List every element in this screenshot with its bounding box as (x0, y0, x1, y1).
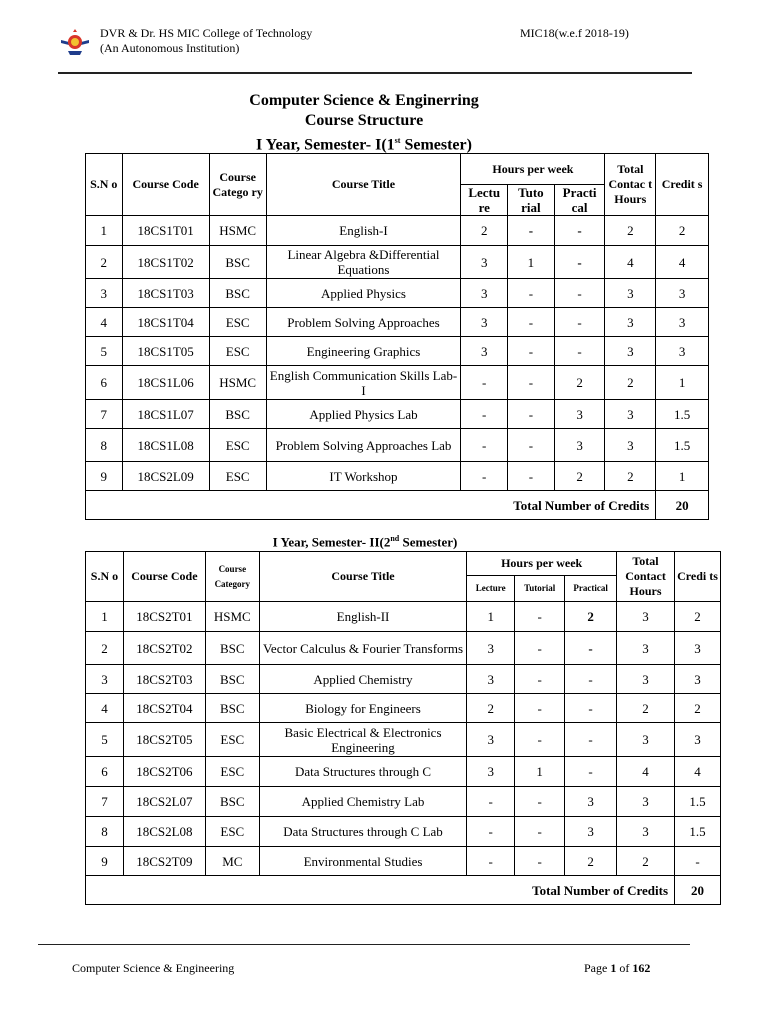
table-row (86, 462, 709, 491)
table-row (86, 308, 709, 337)
cell-c: 3 (605, 400, 656, 429)
cell-c: 3 (605, 337, 656, 366)
document-titles (0, 91, 728, 155)
col-credits: Credit s (656, 154, 709, 216)
col-credits: Credi ts (675, 552, 721, 602)
cell-code: 18CS2L07 (123, 787, 205, 817)
cell-c: 2 (605, 366, 656, 400)
cell-sno: 4 (86, 694, 124, 723)
institution-line2: (An Autonomous Institution) (100, 41, 240, 55)
page-of: of (616, 961, 633, 975)
col-sno: S.N o (86, 552, 124, 602)
cell-cr: 1.5 (675, 817, 721, 847)
cell-t: - (508, 308, 555, 337)
sem1-title-suffix: Semester) (400, 136, 472, 154)
cell-p: - (565, 665, 617, 694)
sem1-title-sup: st (394, 136, 401, 145)
cell-cat: ESC (205, 817, 259, 847)
cell-t: - (508, 429, 555, 462)
cell-cat: HSMC (209, 216, 266, 246)
institution-name (100, 26, 312, 56)
cell-l: 2 (467, 694, 515, 723)
col-title: Course Title (259, 552, 466, 602)
cell-cat: ESC (205, 757, 259, 787)
cell-p: 3 (554, 429, 605, 462)
cell-code: 18CS2T03 (123, 665, 205, 694)
cell-l: - (461, 400, 508, 429)
cell-title: Engineering Graphics (266, 337, 461, 366)
cell-cat: BSC (205, 632, 259, 665)
col-code: Course Code (122, 154, 209, 216)
cell-t: - (508, 366, 555, 400)
col-practical: Practical (565, 576, 617, 602)
table-row (86, 694, 721, 723)
table-row (86, 665, 721, 694)
col-lecture: Lectu re (461, 185, 508, 216)
cell-title: Problem Solving Approaches (266, 308, 461, 337)
table-row (86, 279, 709, 308)
page-prefix: Page (584, 961, 611, 975)
col-title: Course Title (266, 154, 461, 216)
cell-t: - (515, 817, 565, 847)
cell-sno: 9 (86, 847, 124, 876)
cell-title: Basic Electrical & Electronics Engineering (259, 723, 466, 757)
cell-p: 2 (554, 366, 605, 400)
cell-l: 1 (467, 602, 515, 632)
cell-title: Applied Physics Lab (266, 400, 461, 429)
cell-code: 18CS1T03 (122, 279, 209, 308)
cell-t: - (508, 337, 555, 366)
cell-l: 2 (461, 216, 508, 246)
cell-cat: BSC (205, 665, 259, 694)
cell-c: 3 (617, 632, 675, 665)
cell-l: 3 (467, 723, 515, 757)
cell-title: Applied Chemistry (259, 665, 466, 694)
cell-code: 18CS1L07 (122, 400, 209, 429)
cell-p: - (554, 308, 605, 337)
sem2-title-prefix: I Year, Semester- II(2 (272, 534, 391, 550)
cell-t: - (515, 632, 565, 665)
cell-code: 18CS2T04 (123, 694, 205, 723)
cell-cr: 3 (675, 665, 721, 694)
cell-t: - (508, 400, 555, 429)
cell-code: 18CS2T02 (123, 632, 205, 665)
table-row (86, 817, 721, 847)
cell-sno: 4 (86, 308, 123, 337)
cell-code: 18CS2T06 (123, 757, 205, 787)
cell-l: - (467, 847, 515, 876)
sem2-total-value: 20 (675, 876, 721, 905)
cell-title: Linear Algebra &Differential Equations (266, 246, 461, 279)
cell-p: - (565, 723, 617, 757)
cell-sno: 8 (86, 817, 124, 847)
regulation-code: MIC18(w.e.f 2018-19) (520, 26, 629, 40)
cell-l: - (461, 429, 508, 462)
cell-title: English-II (259, 602, 466, 632)
table-row (86, 632, 721, 665)
cell-code: 18CS1T05 (122, 337, 209, 366)
cell-c: 3 (617, 817, 675, 847)
structure-title: Course Structure (304, 112, 424, 129)
table-row (86, 337, 709, 366)
cell-cat: ESC (205, 723, 259, 757)
col-contact: Total Contact Hours (617, 552, 675, 602)
college-logo-icon (60, 28, 90, 58)
table-row (86, 400, 709, 429)
cell-l: - (461, 462, 508, 491)
semester1-table (85, 153, 709, 520)
cell-p: 2 (554, 462, 605, 491)
page-current: 1 (610, 961, 617, 975)
footer-divider (38, 944, 690, 945)
department-title: Computer Science & Enginerring (249, 92, 479, 109)
cell-code: 18CS2L08 (123, 817, 205, 847)
cell-cr: - (675, 847, 721, 876)
cell-code: 18CS2L09 (122, 462, 209, 491)
cell-p: - (565, 632, 617, 665)
cell-title: English-I (266, 216, 461, 246)
cell-title: Applied Chemistry Lab (259, 787, 466, 817)
cell-cr: 1.5 (656, 400, 709, 429)
cell-cr: 3 (675, 632, 721, 665)
cell-sno: 3 (86, 665, 124, 694)
cell-sno: 6 (86, 757, 124, 787)
cell-sno: 2 (86, 632, 124, 665)
table-row (86, 602, 721, 632)
cell-cr: 2 (675, 694, 721, 723)
cell-cat: BSC (205, 787, 259, 817)
cell-code: 18CS1T04 (122, 308, 209, 337)
cell-sno: 7 (86, 787, 124, 817)
cell-p: - (554, 279, 605, 308)
cell-t: - (508, 279, 555, 308)
cell-t: 1 (515, 757, 565, 787)
cell-p: - (565, 694, 617, 723)
cell-cr: 3 (675, 723, 721, 757)
cell-cat: ESC (209, 337, 266, 366)
table-row (86, 366, 709, 400)
cell-cat: MC (205, 847, 259, 876)
cell-c: 2 (605, 216, 656, 246)
footer-page-number (584, 961, 650, 976)
cell-cr: 1.5 (675, 787, 721, 817)
cell-cr: 3 (656, 279, 709, 308)
cell-cat: BSC (205, 694, 259, 723)
cell-cat: ESC (209, 429, 266, 462)
page-header (60, 26, 700, 66)
sem2-total-label: Total Number of Credits (86, 876, 675, 905)
cell-sno: 1 (86, 216, 123, 246)
cell-cr: 1.5 (656, 429, 709, 462)
cell-cat: HSMC (205, 602, 259, 632)
header-divider (58, 72, 692, 74)
sem2-title-suffix: Semester) (399, 534, 458, 550)
cell-c: 2 (617, 847, 675, 876)
cell-sno: 5 (86, 723, 124, 757)
semester2-title (0, 534, 730, 550)
cell-sno: 3 (86, 279, 123, 308)
cell-cr: 4 (656, 246, 709, 279)
col-sno: S.N o (86, 154, 123, 216)
cell-cat: HSMC (209, 366, 266, 400)
cell-t: - (515, 787, 565, 817)
cell-p: - (554, 216, 605, 246)
cell-c: 3 (617, 787, 675, 817)
cell-c: 2 (617, 694, 675, 723)
cell-t: - (515, 665, 565, 694)
table-row (86, 847, 721, 876)
sem2-title-sup: nd (390, 534, 400, 543)
cell-p: 2 (565, 602, 617, 632)
cell-sno: 1 (86, 602, 124, 632)
table-row (86, 216, 709, 246)
cell-cat: BSC (209, 279, 266, 308)
cell-cr: 1 (656, 462, 709, 491)
cell-cat: BSC (209, 246, 266, 279)
cell-l: - (461, 366, 508, 400)
cell-title: English Communication Skills Lab-I (266, 366, 461, 400)
cell-sno: 7 (86, 400, 123, 429)
cell-c: 4 (605, 246, 656, 279)
cell-cr: 3 (656, 308, 709, 337)
cell-code: 18CS2T05 (123, 723, 205, 757)
col-category: Course Category (205, 552, 259, 602)
col-code: Course Code (123, 552, 205, 602)
cell-l: 3 (467, 665, 515, 694)
cell-l: - (467, 817, 515, 847)
col-contact: Total Contac t Hours (605, 154, 656, 216)
cell-l: 3 (461, 308, 508, 337)
cell-t: - (508, 216, 555, 246)
cell-c: 3 (605, 279, 656, 308)
cell-t: - (515, 723, 565, 757)
cell-sno: 8 (86, 429, 123, 462)
cell-cat: ESC (209, 308, 266, 337)
cell-p: 3 (565, 787, 617, 817)
cell-l: 3 (461, 246, 508, 279)
cell-l: 3 (461, 337, 508, 366)
table-row (86, 787, 721, 817)
cell-title: Biology for Engineers (259, 694, 466, 723)
semester2-table (85, 551, 721, 905)
cell-title: Problem Solving Approaches Lab (266, 429, 461, 462)
cell-t: - (508, 462, 555, 491)
cell-cr: 1 (656, 366, 709, 400)
cell-cat: BSC (209, 400, 266, 429)
cell-cr: 3 (656, 337, 709, 366)
cell-c: 4 (617, 757, 675, 787)
sem1-total-value: 20 (656, 491, 709, 520)
col-lecture: Lecture (467, 576, 515, 602)
cell-p: - (565, 757, 617, 787)
cell-p: - (554, 337, 605, 366)
cell-sno: 9 (86, 462, 123, 491)
cell-sno: 6 (86, 366, 123, 400)
cell-l: 3 (467, 632, 515, 665)
cell-c: 3 (617, 723, 675, 757)
cell-title: Data Structures through C (259, 757, 466, 787)
cell-t: - (515, 694, 565, 723)
semester1-body (86, 216, 709, 491)
cell-l: 3 (467, 757, 515, 787)
table-row (86, 429, 709, 462)
cell-title: IT Workshop (266, 462, 461, 491)
cell-p: 3 (554, 400, 605, 429)
cell-c: 3 (605, 308, 656, 337)
table-row (86, 246, 709, 279)
cell-cr: 2 (656, 216, 709, 246)
semester2-body (86, 602, 721, 876)
sem1-title-prefix: I Year, Semester- I(1 (256, 136, 395, 154)
cell-c: 3 (605, 429, 656, 462)
table-row (86, 757, 721, 787)
cell-c: 3 (617, 602, 675, 632)
col-category: Course Catego ry (209, 154, 266, 216)
table-row (86, 723, 721, 757)
cell-cat: ESC (209, 462, 266, 491)
footer-department: Computer Science & Engineering (72, 961, 235, 975)
semester1-title (0, 131, 728, 155)
cell-c: 2 (605, 462, 656, 491)
page-total: 162 (632, 961, 651, 975)
cell-l: - (467, 787, 515, 817)
cell-sno: 5 (86, 337, 123, 366)
cell-p: - (554, 246, 605, 279)
cell-c: 3 (617, 665, 675, 694)
cell-code: 18CS2T01 (123, 602, 205, 632)
col-tutorial: Tutorial (515, 576, 565, 602)
cell-title: Vector Calculus & Fourier Transforms (259, 632, 466, 665)
cell-p: 2 (565, 847, 617, 876)
col-hours-group: Hours per week (467, 552, 617, 576)
cell-t: 1 (508, 246, 555, 279)
cell-code: 18CS1T02 (122, 246, 209, 279)
cell-p: 3 (565, 817, 617, 847)
cell-t: - (515, 847, 565, 876)
col-practical: Practi cal (554, 185, 605, 216)
cell-cr: 4 (675, 757, 721, 787)
sem1-total-label: Total Number of Credits (86, 491, 656, 520)
cell-title: Data Structures through C Lab (259, 817, 466, 847)
col-hours-group: Hours per week (461, 154, 605, 185)
cell-sno: 2 (86, 246, 123, 279)
cell-title: Applied Physics (266, 279, 461, 308)
cell-l: 3 (461, 279, 508, 308)
col-tutorial: Tuto rial (508, 185, 555, 216)
cell-code: 18CS1L06 (122, 366, 209, 400)
cell-code: 18CS1T01 (122, 216, 209, 246)
cell-code: 18CS1L08 (122, 429, 209, 462)
cell-code: 18CS2T09 (123, 847, 205, 876)
cell-cr: 2 (675, 602, 721, 632)
cell-title: Environmental Studies (259, 847, 466, 876)
cell-t: - (515, 602, 565, 632)
institution-line1: DVR & Dr. HS MIC College of Technology (100, 26, 313, 40)
